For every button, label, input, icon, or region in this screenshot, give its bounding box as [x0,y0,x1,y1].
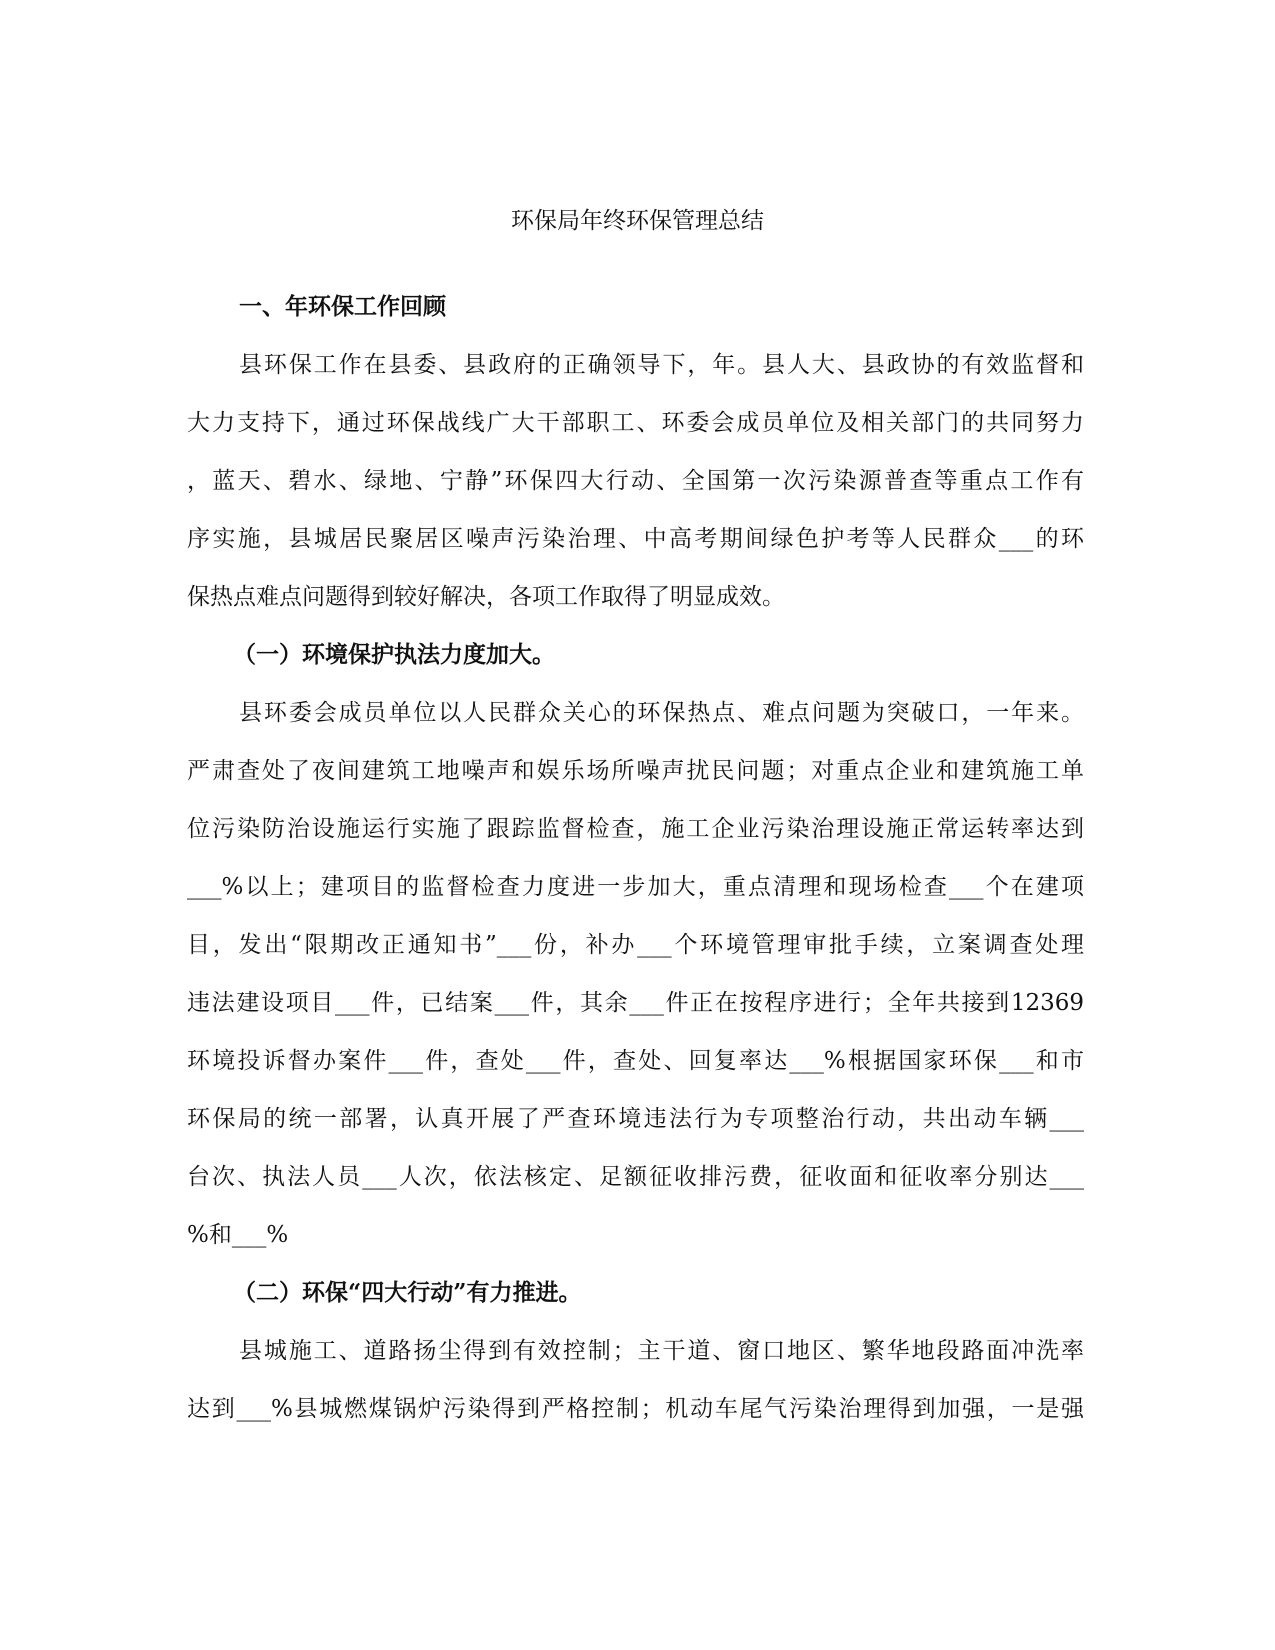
text-line: 保热点难点问题得到较好解决，各项工作取得了明显成效。 [187,584,785,610]
text-line: 县城施工、道路扬尘得到有效控制；主干道、窗口地区、繁华地段路面冲洗率 [239,1338,1084,1364]
paragraph-enforcement [187,684,1084,1264]
text-line: 位污染防治设施运行实施了跟踪监督检查，施工企业污染治理设施正常运转率达到 [187,816,1084,842]
text-line: 环保局的统一部署，认真开展了严查环境违法行为专项整治行动，共出动车辆___ [187,1106,1084,1132]
text-line: 达到___%县城燃煤锅炉污染得到严格控制；机动车尾气污染治理得到加强，一是强 [187,1396,1084,1422]
text-line: %和___% [187,1222,289,1248]
text-line: 违法建设项目___件，已结案___件，其余___件正在按程序进行；全年共接到12369 [187,990,1084,1016]
text-line: 严肃查处了夜间建筑工地噪声和娱乐场所噪声扰民问题；对重点企业和建筑施工单 [187,758,1084,784]
subsection-heading-enforcement: （一）环境保护执法力度加大。 [233,641,555,668]
text-line: ，蓝天、碧水、绿地、宁静”环保四大行动、全国第一次污染源普查等重点工作有 [187,468,1084,494]
text-line: 台次、执法人员___人次，依法核定、足额征收排污费，征收面和征收率分别达___ [187,1164,1084,1190]
section-heading-review: 一、年环保工作回顾 [239,293,446,320]
text-line: 序实施，县城居民聚居区噪声污染治理、中高考期间绿色护考等人民群众___的环 [187,526,1084,552]
subsection-heading-four-actions: （二）环保“四大行动”有力推进。 [233,1279,582,1306]
document-body [187,278,1084,1438]
text-line: 环境投诉督办案件___件，查处___件，查处、回复率达___%根据国家环保___和市 [187,1048,1084,1074]
text-line: 县环委会成员单位以人民群众关心的环保热点、难点问题为突破口，一年来。 [239,700,1084,726]
text-line: 县环保工作在县委、县政府的正确领导下，年。县人大、县政协的有效监督和 [239,352,1084,378]
text-line: 目，发出“限期改正通知书”___份，补办___个环境管理审批手续，立案调查处理 [187,932,1084,958]
text-line: ___%以上；建项目的监督检查力度进一步加大，重点清理和现场检查___个在建项 [187,874,1084,900]
document-title: 环保局年终环保管理总结 [511,208,764,234]
text-line: 大力支持下，通过环保战线广大干部职工、环委会成员单位及相关部门的共同努力 [187,410,1084,436]
paragraph-review [187,336,1084,626]
paragraph-four-actions [187,1322,1084,1438]
